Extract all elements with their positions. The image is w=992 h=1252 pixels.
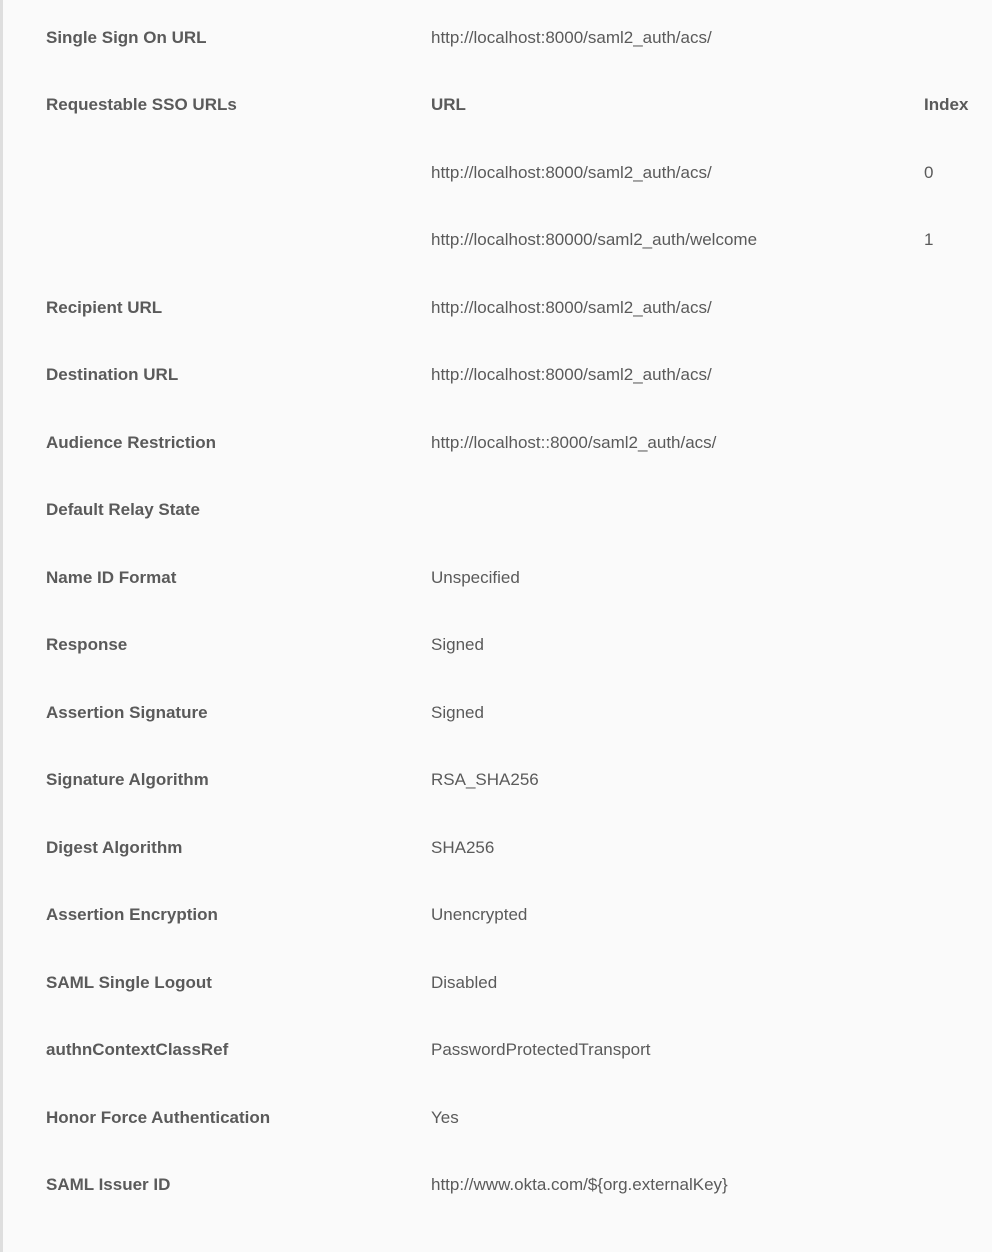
table-row: [0, 139, 992, 207]
label: Name ID Format: [46, 567, 177, 587]
row-assertion-encryption: [0, 882, 992, 950]
label: Signature Algorithm: [46, 770, 209, 790]
value: Yes: [431, 1107, 459, 1127]
label: Audience Restriction: [46, 432, 217, 452]
column-header-url: URL: [431, 95, 466, 115]
row-destination-url: [0, 342, 992, 410]
row-assertion-signature: [0, 679, 992, 747]
label: Response: [46, 635, 128, 655]
value: http://localhost:8000/saml2_auth/acs/: [431, 297, 712, 317]
value: http://www.okta.com/${org.externalKey}: [431, 1175, 728, 1195]
column-header-index: Index: [924, 95, 969, 115]
value: Unencrypted: [431, 905, 528, 925]
label: Default Relay State: [46, 500, 200, 520]
value: PasswordProtectedTransport: [431, 1040, 651, 1060]
value: Disabled: [431, 972, 498, 992]
url-cell: http://localhost:8000/saml2_auth/acs/: [431, 162, 712, 182]
row-name-id-format: [0, 544, 992, 612]
label: Assertion Signature: [46, 702, 208, 722]
value: http://localhost::8000/saml2_auth/acs/: [431, 432, 717, 452]
row-audience-restriction: [0, 409, 992, 477]
label: Destination URL: [46, 365, 179, 385]
label: Requestable SSO URLs: [46, 95, 237, 115]
value: SHA256: [431, 837, 495, 857]
label: Digest Algorithm: [46, 837, 183, 857]
row-requestable-sso-urls: [0, 72, 992, 140]
value: http://localhost:8000/saml2_auth/acs/: [431, 27, 712, 47]
row-sso-url: [0, 4, 992, 72]
row-response: [0, 612, 992, 680]
label: Assertion Encryption: [46, 905, 218, 925]
value: Signed: [431, 702, 484, 722]
url-cell: http://localhost:80000/saml2_auth/welcome: [431, 230, 758, 250]
row-signature-algorithm: [0, 747, 992, 815]
label: Single Sign On URL: [46, 27, 207, 47]
row-saml-single-logout: [0, 949, 992, 1017]
label: authnContextClassRef: [46, 1040, 229, 1060]
label: SAML Issuer ID: [46, 1175, 171, 1195]
value: RSA_SHA256: [431, 770, 539, 790]
label: SAML Single Logout: [46, 972, 212, 992]
value: Signed: [431, 635, 484, 655]
label: Honor Force Authentication: [46, 1107, 271, 1127]
row-authn-context-class-ref: [0, 1017, 992, 1085]
saml-settings-list: [0, 4, 992, 1219]
row-recipient-url: [0, 274, 992, 342]
row-saml-issuer-id: [0, 1152, 992, 1220]
row-honor-force-authentication: [0, 1084, 992, 1152]
row-default-relay-state: [0, 477, 992, 545]
index-cell: 1: [924, 230, 934, 250]
table-row: [0, 207, 992, 275]
value: http://localhost:8000/saml2_auth/acs/: [431, 365, 712, 385]
row-digest-algorithm: [0, 814, 992, 882]
index-cell: 0: [924, 162, 934, 182]
label: Recipient URL: [46, 297, 163, 317]
value: Unspecified: [431, 567, 520, 587]
